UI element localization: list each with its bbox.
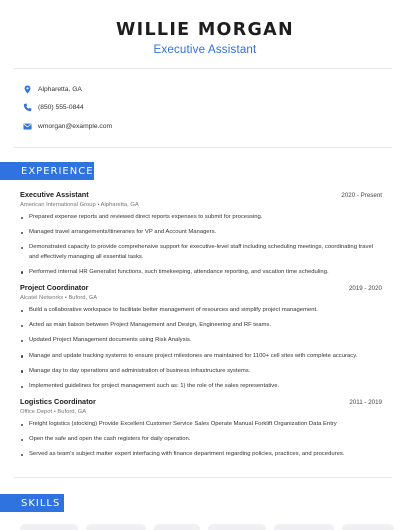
- job-title-heading: Executive Assistant: [153, 44, 257, 56]
- divider: [14, 147, 392, 148]
- job-company-line: Alcatel Networks • Buford, GA: [20, 295, 98, 301]
- list-item: Freight logistics (stocking) Provide Excellent Customer Service Sales Operate Manual Forklift Organization Data Entry: [20, 420, 382, 429]
- job-bullets: [20, 213, 382, 277]
- skill-chip: [342, 524, 394, 530]
- list-item: Acted as main liaison between Project Management and Design, Engineering and RF teams.: [20, 321, 382, 330]
- list-item: Updated Project Management documents using Risk Analysis.: [20, 336, 382, 345]
- experience-section-heading: [0, 162, 94, 180]
- job-title: Executive Assistant: [20, 190, 89, 199]
- list-item: Implemented guidelines for project management such as: 1) the role of the sales representative.: [20, 382, 382, 391]
- list-item: Open the safe and open the cash registers for daily operation.: [20, 435, 382, 444]
- list-item: Performed internal HR Generalist functions, such timekeeping, attendance reporting, and vacation time scheduling.: [20, 268, 382, 277]
- job-dates: 2011 - 2019: [349, 399, 382, 406]
- list-item: Build a collaborative workspace to facilitate better management of resources and simplify project management.: [20, 306, 382, 315]
- job-entry: [20, 190, 382, 283]
- skill-chip: [154, 524, 200, 530]
- job-location: Alpharetta, GA: [100, 202, 139, 208]
- contact-phone: [22, 99, 112, 118]
- contact-location-text: Alpharetta, GA: [38, 85, 82, 93]
- job-company: American International Group: [20, 202, 96, 208]
- candidate-name: WILLIE MORGAN: [116, 20, 294, 40]
- contact-email: [22, 117, 112, 136]
- divider: [14, 477, 392, 478]
- job-bullets: [20, 420, 382, 460]
- skill-chip: [86, 524, 146, 530]
- job-entry: [20, 283, 382, 397]
- divider: [14, 68, 392, 69]
- contact-email-text: wmorgan@example.com: [38, 122, 113, 130]
- job-dates: 2020 - Present: [341, 192, 382, 199]
- job-company: Alcatel Networks: [20, 295, 64, 301]
- list-item: Manage and update tracking systems to ensure project milestones are maintained for 1100+ cell sites with complete accuracy.: [20, 352, 382, 361]
- job-title: Logistics Coordinator: [20, 397, 96, 406]
- contact-list: [22, 80, 112, 136]
- job-location: Buford, GA: [57, 409, 87, 415]
- location-pin-icon: [22, 84, 32, 94]
- list-item: Served as team's subject matter expert interfacing with finance department regarding policies, practices, and procedures.: [20, 450, 382, 459]
- contact-phone-text: (850) 555-0844: [38, 104, 84, 112]
- list-item: Prepared expense reports and reviewed direct reports expenses to submit for processing.: [20, 213, 382, 222]
- list-item: Demonstrated capacity to provide comprehensive support for executive-level staff including scheduling meetings, coordinating travel and effectively managing all essential tasks.: [20, 243, 382, 261]
- skill-chip: [208, 524, 266, 530]
- job-entry: [20, 397, 382, 466]
- contact-location: [22, 80, 112, 99]
- experience-heading-text: EXPERIENCE: [21, 165, 94, 177]
- job-title: Project Coordinator: [20, 283, 89, 292]
- job-dates: 2019 - 2020: [348, 285, 382, 292]
- skill-chip: [20, 524, 78, 530]
- skills-heading-text: SKILLS: [21, 497, 61, 509]
- skills-list: [20, 524, 394, 530]
- list-item: Managed travel arrangements/itineraries for VP and Account Managers.: [20, 228, 382, 237]
- phone-icon: [22, 103, 32, 113]
- skills-section-heading: [0, 494, 64, 512]
- skill-chip: [274, 524, 334, 530]
- job-bullets: [20, 306, 382, 391]
- job-company: Office Depot: [20, 409, 53, 415]
- resume-header: [0, 0, 410, 56]
- job-company-line: Office Depot • Buford, GA: [20, 409, 87, 415]
- job-company-line: American International Group • Alpharetta, GA: [20, 202, 139, 208]
- email-icon: [22, 121, 32, 131]
- list-item: Manage day to day operations and administration of business infrastructure systems.: [20, 367, 382, 376]
- job-location: Buford, GA: [68, 295, 98, 301]
